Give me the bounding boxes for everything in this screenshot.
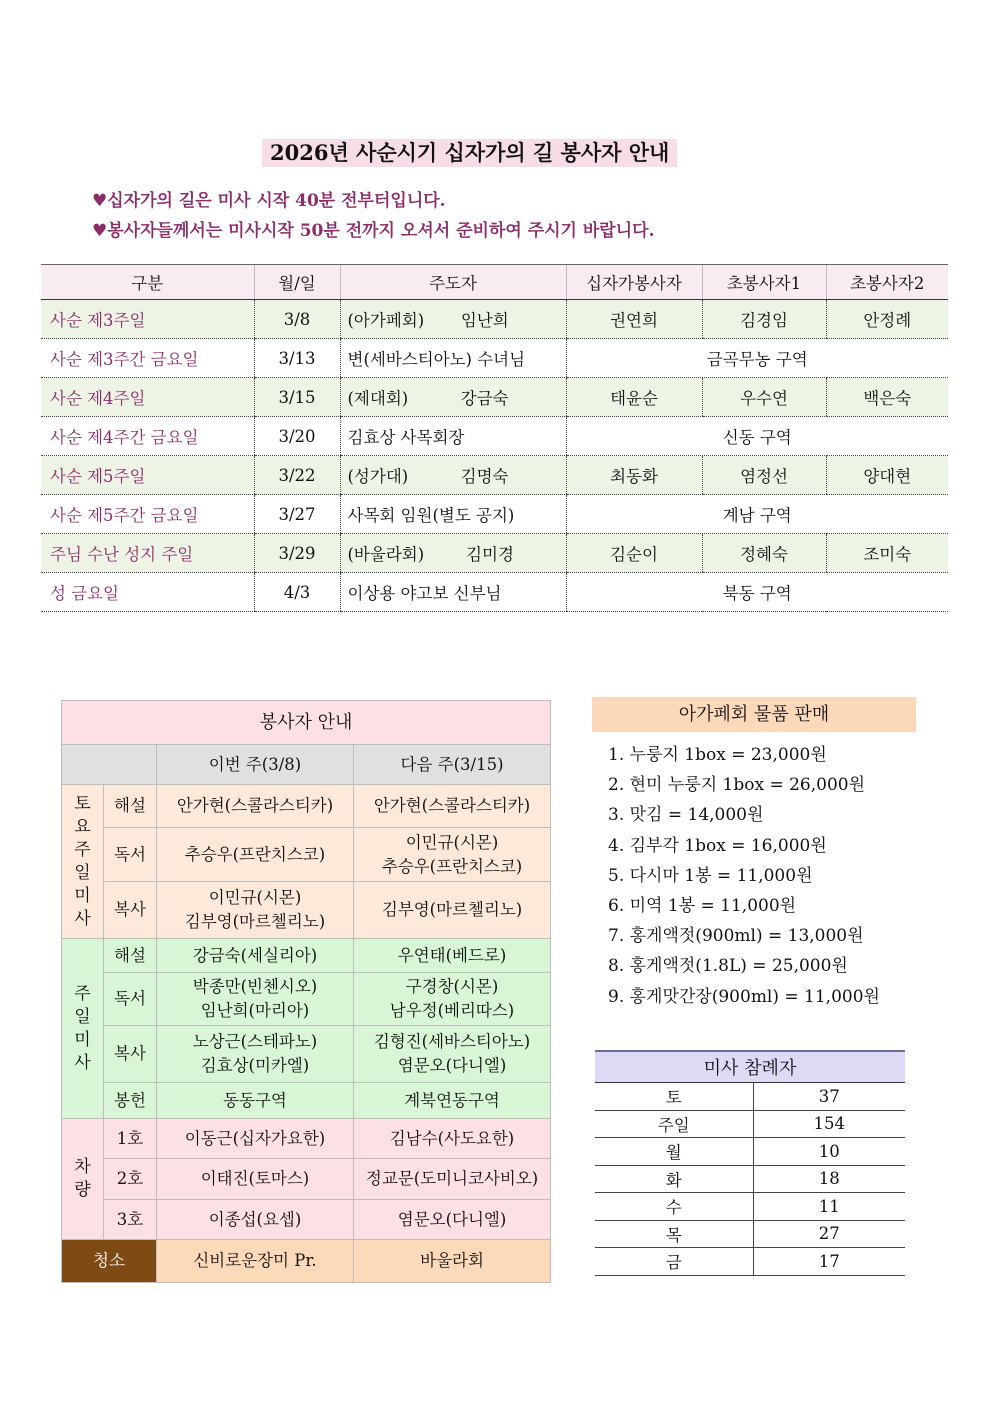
schedule-cross-volunteer: 태윤순 bbox=[566, 378, 702, 417]
volunteer-name: 남우정(베리따스) bbox=[389, 1001, 515, 1020]
volunteer-name: 안가현(스콜라스티카) bbox=[373, 796, 531, 815]
volunteer-group-label bbox=[62, 785, 104, 939]
sales-item: 9. 홍게맛간장(900ml) = 11,000원 bbox=[608, 986, 880, 1007]
attendance-row bbox=[595, 1138, 905, 1166]
schedule-category: 사순 제3주일 bbox=[41, 300, 254, 339]
volunteer-next-week bbox=[354, 785, 551, 828]
volunteer-corner bbox=[62, 745, 157, 785]
group-label-char: 토 bbox=[74, 793, 91, 814]
volunteer-role: 해설 bbox=[104, 785, 157, 828]
schedule-header-row bbox=[41, 265, 948, 300]
volunteer-this-week bbox=[157, 1119, 354, 1159]
volunteer-row bbox=[62, 785, 551, 828]
volunteer-this-week bbox=[157, 1200, 354, 1240]
schedule-table bbox=[41, 264, 948, 612]
attendance-row bbox=[595, 1083, 905, 1111]
volunteer-next-week bbox=[354, 1159, 551, 1200]
schedule-category: 사순 제4주간 금요일 bbox=[41, 417, 254, 456]
schedule-leader: 이상용 야고보 신부님 bbox=[340, 573, 566, 612]
schedule-row bbox=[41, 456, 948, 495]
volunteer-role: 3호 bbox=[104, 1200, 157, 1240]
volunteer-group-label bbox=[62, 939, 104, 1119]
sales-item: 7. 홍게액젓(900ml) = 13,000원 bbox=[608, 926, 864, 947]
group-label-char: 주 bbox=[74, 983, 91, 1004]
volunteer-title: 봉사자 안내 bbox=[62, 701, 551, 745]
volunteer-table bbox=[61, 700, 551, 1283]
schedule-cross-volunteer: 김순이 bbox=[566, 534, 702, 573]
schedule-leader: (바울라회) 김미경 bbox=[340, 534, 566, 573]
attendance-count: 154 bbox=[753, 1110, 905, 1138]
schedule-date: 3/29 bbox=[254, 534, 340, 573]
volunteer-name: 이민규(시몬) bbox=[405, 832, 499, 852]
group-label-char: 미 bbox=[74, 885, 91, 906]
schedule-category: 사순 제5주일 bbox=[41, 456, 254, 495]
volunteer-role: 봉헌 bbox=[104, 1083, 157, 1119]
volunteer-row bbox=[62, 1159, 551, 1200]
group-label-char: 주 bbox=[74, 839, 91, 860]
volunteer-this-week bbox=[157, 939, 354, 973]
volunteer-name: 강금숙(세실리아) bbox=[192, 945, 318, 965]
schedule-leader: (제대회) 강금숙 bbox=[340, 378, 566, 417]
volunteer-row bbox=[62, 882, 551, 939]
volunteer-role: 1호 bbox=[104, 1119, 157, 1159]
header-date: 월/일 bbox=[254, 265, 340, 300]
schedule-date: 4/3 bbox=[254, 573, 340, 612]
sales-item: 3. 맛김 = 14,000원 bbox=[608, 805, 764, 826]
attendance-day: 금 bbox=[595, 1248, 753, 1276]
volunteer-role: 독서 bbox=[104, 973, 157, 1026]
attendance-row bbox=[595, 1220, 905, 1248]
cleaning-this-week: 신비로운장미 Pr. bbox=[157, 1240, 354, 1283]
volunteer-name: 이민규(시몬) bbox=[208, 888, 302, 907]
schedule-category: 사순 제5주간 금요일 bbox=[41, 495, 254, 534]
schedule-leader: (아가페회) 임난희 bbox=[340, 300, 566, 339]
attendance-day: 토 bbox=[595, 1083, 753, 1111]
volunteer-next-week bbox=[354, 1119, 551, 1159]
group-label-char: 사 bbox=[74, 908, 91, 929]
schedule-candle-volunteer-2: 조미숙 bbox=[826, 534, 948, 573]
group-label-char: 량 bbox=[74, 1180, 91, 1200]
cleaning-row bbox=[62, 1240, 551, 1283]
schedule-category: 주님 수난 성지 주일 bbox=[41, 534, 254, 573]
header-leader: 주도자 bbox=[340, 265, 566, 300]
volunteer-name: 이종섭(요셉) bbox=[208, 1209, 302, 1229]
cleaning-label: 청소 bbox=[62, 1240, 157, 1283]
volunteer-name: 김효상(미카엘) bbox=[200, 1056, 310, 1075]
volunteer-role: 2호 bbox=[104, 1159, 157, 1200]
attendance-row bbox=[595, 1248, 905, 1276]
schedule-leader: 변(세바스티아노) 수녀님 bbox=[340, 339, 566, 378]
sales-item: 6. 미역 1봉 = 11,000원 bbox=[608, 896, 797, 917]
volunteer-next-week bbox=[354, 1200, 551, 1240]
cleaning-next-week: 바울라회 bbox=[354, 1240, 551, 1283]
schedule-area: 계남 구역 bbox=[566, 495, 948, 534]
group-label-char: 사 bbox=[74, 1052, 91, 1073]
attendance-row bbox=[595, 1193, 905, 1221]
sales-item: 8. 홍게액젓(1.8L) = 25,000원 bbox=[608, 956, 848, 977]
volunteer-name: 추승우(프란치스코) bbox=[184, 844, 326, 864]
schedule-candle-volunteer-2: 안정례 bbox=[826, 300, 948, 339]
sales-list bbox=[608, 740, 880, 1012]
sales-item: 1. 누룽지 1box = 23,000원 bbox=[608, 745, 827, 765]
volunteer-role: 독서 bbox=[104, 828, 157, 882]
volunteer-name: 추승우(프란치스코) bbox=[381, 856, 523, 876]
notice-arrival-time: ♥봉사자들께서는 미사시작 50분 전까지 오셔서 준비하여 주시기 바랍니다. bbox=[92, 221, 655, 241]
attendance-table bbox=[595, 1050, 905, 1276]
group-label-char: 일 bbox=[74, 862, 91, 883]
group-label-char: 차 bbox=[74, 1157, 91, 1177]
notice-start-time: ♥십자가의 길은 미사 시작 40분 전부터입니다. bbox=[92, 191, 446, 211]
volunteer-name: 이동근(십자가요한) bbox=[184, 1128, 326, 1148]
sales-item: 4. 김부각 1box = 16,000원 bbox=[608, 835, 827, 856]
schedule-row bbox=[41, 573, 948, 612]
volunteer-role: 해설 bbox=[104, 939, 157, 973]
attendance-count: 18 bbox=[753, 1165, 905, 1193]
volunteer-next-week bbox=[354, 1026, 551, 1083]
schedule-area: 금곡무농 구역 bbox=[566, 339, 948, 378]
schedule-leader: 김효상 사목회장 bbox=[340, 417, 566, 456]
volunteer-row bbox=[62, 828, 551, 882]
volunteer-name: 김형진(세바스티아노) bbox=[373, 1032, 531, 1051]
attendance-title: 미사 참례자 bbox=[595, 1051, 905, 1083]
volunteer-name: 염문오(다니엘) bbox=[397, 1209, 507, 1229]
schedule-row bbox=[41, 417, 948, 456]
this-week-header: 이번 주(3/8) bbox=[157, 745, 354, 785]
group-label-char: 일 bbox=[74, 1006, 91, 1027]
volunteer-this-week bbox=[157, 1159, 354, 1200]
sales-item: 5. 다시마 1봉 = 11,000원 bbox=[608, 865, 813, 886]
volunteer-role: 복사 bbox=[104, 882, 157, 939]
volunteer-this-week bbox=[157, 882, 354, 939]
volunteer-next-week bbox=[354, 973, 551, 1026]
volunteer-next-week bbox=[354, 939, 551, 973]
volunteer-this-week bbox=[157, 828, 354, 882]
attendance-row bbox=[595, 1165, 905, 1193]
attendance-count: 10 bbox=[753, 1138, 905, 1166]
attendance-day: 수 bbox=[595, 1193, 753, 1221]
volunteer-name: 김남수(사도요한) bbox=[389, 1128, 515, 1148]
volunteer-row bbox=[62, 1083, 551, 1119]
schedule-candle-volunteer-1: 정혜숙 bbox=[702, 534, 826, 573]
schedule-date: 3/22 bbox=[254, 456, 340, 495]
schedule-category: 성 금요일 bbox=[41, 573, 254, 612]
schedule-category: 사순 제3주간 금요일 bbox=[41, 339, 254, 378]
next-week-header: 다음 주(3/15) bbox=[354, 745, 551, 785]
volunteer-name: 김부영(마르첼리노) bbox=[184, 912, 326, 931]
schedule-date: 3/8 bbox=[254, 300, 340, 339]
volunteer-name: 박종만(빈첸시오) bbox=[192, 977, 318, 996]
schedule-row bbox=[41, 495, 948, 534]
attendance-count: 17 bbox=[753, 1248, 905, 1276]
schedule-date: 3/27 bbox=[254, 495, 340, 534]
schedule-date: 3/13 bbox=[254, 339, 340, 378]
schedule-row bbox=[41, 339, 948, 378]
header-candle-volunteer-2: 초봉사자2 bbox=[826, 265, 948, 300]
schedule-category: 사순 제4주일 bbox=[41, 378, 254, 417]
volunteer-name: 계북연동구역 bbox=[404, 1090, 500, 1110]
header-cross-volunteer: 십자가봉사자 bbox=[566, 265, 702, 300]
schedule-candle-volunteer-1: 우수연 bbox=[702, 378, 826, 417]
volunteer-name: 구경창(시몬) bbox=[405, 977, 499, 996]
volunteer-this-week bbox=[157, 785, 354, 828]
schedule-leader: 사목회 임원(별도 공지) bbox=[340, 495, 566, 534]
volunteer-this-week bbox=[157, 973, 354, 1026]
volunteer-this-week bbox=[157, 1026, 354, 1083]
volunteer-name: 우연태(베드로) bbox=[397, 945, 507, 965]
schedule-date: 3/15 bbox=[254, 378, 340, 417]
sales-item: 2. 현미 누룽지 1box = 26,000원 bbox=[608, 775, 866, 796]
schedule-candle-volunteer-1: 김경임 bbox=[702, 300, 826, 339]
volunteer-row bbox=[62, 1119, 551, 1159]
attendance-day: 목 bbox=[595, 1220, 753, 1248]
schedule-date: 3/20 bbox=[254, 417, 340, 456]
volunteer-next-week bbox=[354, 882, 551, 939]
volunteer-name: 정교문(도미니코사비오) bbox=[365, 1169, 539, 1188]
volunteer-name: 이태진(토마스) bbox=[200, 1169, 310, 1188]
volunteer-group-label bbox=[62, 1119, 104, 1240]
schedule-row bbox=[41, 534, 948, 573]
volunteer-row bbox=[62, 1026, 551, 1083]
header-category: 구분 bbox=[41, 265, 254, 300]
volunteer-name: 안가현(스콜라스티카) bbox=[176, 796, 334, 815]
attendance-day: 주일 bbox=[595, 1110, 753, 1138]
volunteer-next-week bbox=[354, 828, 551, 882]
schedule-area: 북동 구역 bbox=[566, 573, 948, 612]
attendance-row bbox=[595, 1110, 905, 1138]
header-candle-volunteer-1: 초봉사자1 bbox=[702, 265, 826, 300]
sales-title: 아가페회 물품 판매 bbox=[592, 697, 916, 732]
volunteer-role: 복사 bbox=[104, 1026, 157, 1083]
volunteer-name: 염문오(다니엘) bbox=[397, 1056, 507, 1075]
volunteer-this-week bbox=[157, 1083, 354, 1119]
schedule-row bbox=[41, 300, 948, 339]
schedule-cross-volunteer: 최동화 bbox=[566, 456, 702, 495]
schedule-area: 신동 구역 bbox=[566, 417, 948, 456]
schedule-cross-volunteer: 권연희 bbox=[566, 300, 702, 339]
schedule-candle-volunteer-2: 양대현 bbox=[826, 456, 948, 495]
attendance-count: 37 bbox=[753, 1083, 905, 1111]
schedule-leader: (성가대) 김명숙 bbox=[340, 456, 566, 495]
page-title: 2026년 사순시기 십자가의 길 봉사자 안내 bbox=[262, 139, 677, 167]
schedule-row bbox=[41, 378, 948, 417]
volunteer-row bbox=[62, 939, 551, 973]
volunteer-name: 김부영(마르첼리노) bbox=[381, 900, 523, 919]
volunteer-row bbox=[62, 1200, 551, 1240]
volunteer-row bbox=[62, 973, 551, 1026]
attendance-day: 화 bbox=[595, 1165, 753, 1193]
schedule-candle-volunteer-1: 염정선 bbox=[702, 456, 826, 495]
attendance-count: 27 bbox=[753, 1220, 905, 1248]
volunteer-name: 노상근(스테파노) bbox=[192, 1032, 318, 1051]
group-label-char: 미 bbox=[74, 1029, 91, 1050]
group-label-char: 요 bbox=[74, 816, 91, 837]
volunteer-name: 동동구역 bbox=[223, 1090, 287, 1110]
schedule-candle-volunteer-2: 백은숙 bbox=[826, 378, 948, 417]
attendance-count: 11 bbox=[753, 1193, 905, 1221]
attendance-day: 월 bbox=[595, 1138, 753, 1166]
volunteer-next-week bbox=[354, 1083, 551, 1119]
volunteer-name: 임난희(마리아) bbox=[200, 1001, 310, 1020]
